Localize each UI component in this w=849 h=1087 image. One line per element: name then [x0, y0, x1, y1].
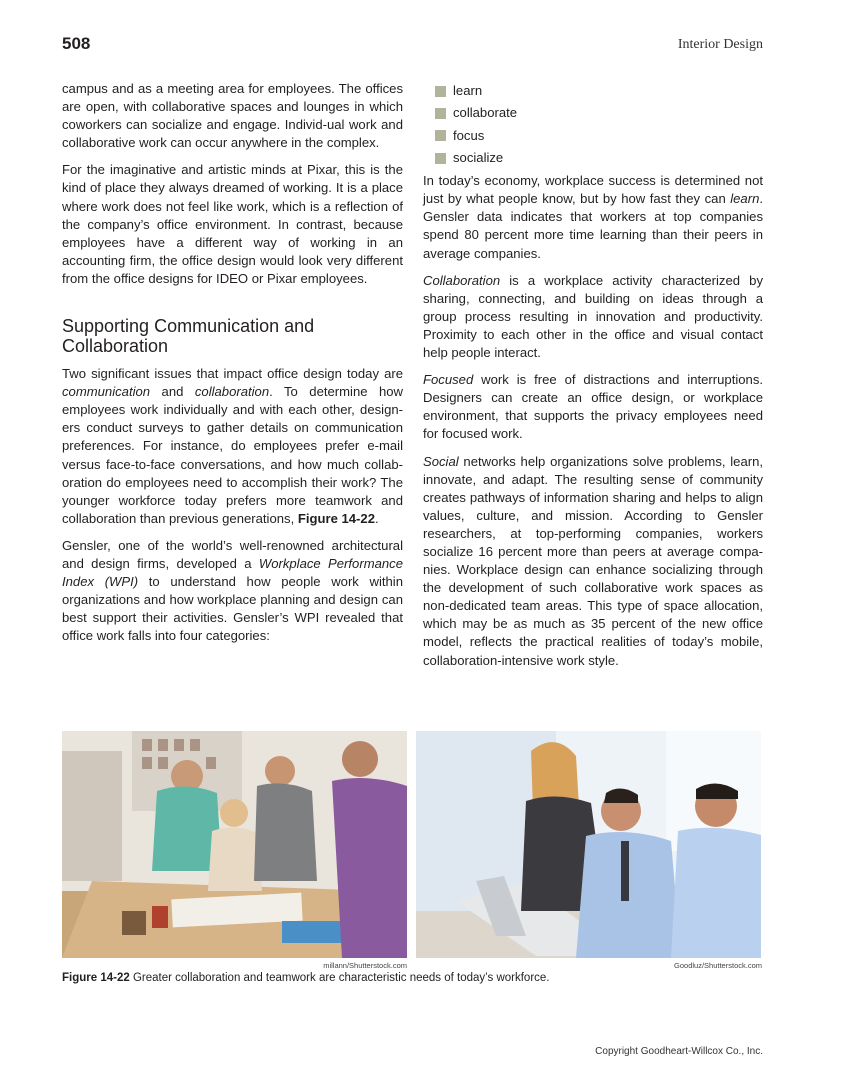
square-bullet-icon: [435, 153, 446, 164]
paragraph: Social networks help organizations solve problems, learn, innovate, and adapt. The resulting sense of community creates pathways of information sharing and helps to align values, culture, and mission. According to Gensler researchers, at top-performing companies, workers socialize 16 percent more than peers at average compa-nies. Workplace design can enhance socializing through the development of such collaborative work spaces as non-dedicated team areas. This type of space allocation, which may be as much as 35 percent of the new office model, reflects the practical realities of today’s mobile, collaboration-intensive work style.: [423, 453, 763, 668]
running-title: Interior Design: [677, 37, 763, 52]
term-collaboration: Collaboration: [423, 272, 501, 288]
figure-caption: Figure 14-22 Greater collaboration and teamwork are characteristic needs of today’s workforce.: [62, 972, 550, 984]
term-social: Social: [423, 453, 459, 469]
paragraph: In today’s economy, workplace success is determined not just by what people know, but by how fast they can learn. Gensler data indicates that workers at top companies spend 80 percent more time learning than their peers in average companies.: [423, 173, 763, 261]
list-item: focus: [423, 125, 763, 147]
square-bullet-icon: [435, 108, 446, 119]
paragraph: campus and as a meeting area for employees. The offices are open, with collaborative spaces and lounges in which coworkers can socialize and engage. Individ-ual work and collaborative work can occur anywhere in the complex.: [62, 81, 403, 151]
photo-credit-left: millann/Shutterstock.com: [323, 961, 407, 970]
list-item: learn: [423, 80, 763, 102]
square-bullet-icon: [435, 86, 446, 97]
photo-credit-right: Goodluz/Shutterstock.com: [674, 961, 762, 970]
paragraph: Two significant issues that impact office design today are communication and collaboration. To determine how employees work individually and with each other, design-ers conduct surveys to gather details on communication preferences. For instance, do employees prefer e-mail versus face-to-face conversations, and how much collab-oration do employees need to accomplish their work? The younger workforce today prefers more teamwork and collaboration than previous generations, Figure 14-22.: [62, 366, 404, 526]
copyright: Copyright Goodheart-Willcox Co., Inc.: [595, 1046, 763, 1057]
section-heading: Supporting Communication and Collaboration: [62, 316, 315, 357]
figure-label: Figure 14-22: [62, 972, 130, 984]
paragraph: Gensler, one of the world’s well-renowned architectural and design firms, developed a Workplace Performance Index (WPI) to understand how people work within organizations and how workplace planning and design can best support their activities. Gensler’s WPI revealed that office work falls into four categories:: [62, 537, 403, 644]
paragraph: Collaboration is a workplace activity characterized by sharing, connecting, and building on ideas through a group process resulting in innovation and productivity. Proximity to each other in the office and visual contact help people interact.: [423, 272, 763, 361]
list-item: socialize: [423, 147, 763, 169]
term-learn: learn: [730, 191, 760, 207]
term-focused: Focused: [423, 372, 474, 388]
category-list: [423, 80, 763, 169]
term-collaboration: collaboration: [194, 384, 270, 400]
photo-laptop-meeting: [416, 731, 761, 958]
square-bullet-icon: [435, 130, 446, 141]
figure-reference: Figure 14-22: [297, 510, 375, 526]
left-column: [62, 80, 403, 654]
photo-team-collaboration: [62, 731, 407, 958]
term-communication: communication: [62, 384, 151, 400]
right-column: [423, 80, 763, 679]
paragraph: For the imaginative and artistic minds at Pixar, this is the kind of place they always dreamed of working. It is a place where work does not feel like work, which is a reflection of the company’s office environment. In contrast, because employees have a different way of working in an accounting firm, the office design would look very different from the office designs for IDEO or Pixar employees.: [62, 162, 403, 286]
list-item: collaborate: [423, 102, 763, 124]
paragraph: Focused work is free of distractions and interruptions. Designers can create an office design, or workplace environment, that supports the privacy employees need for focused work.: [423, 372, 763, 442]
page-number: 508: [62, 34, 91, 53]
term-wpi: Workplace Performance Index (WPI): [62, 555, 403, 590]
